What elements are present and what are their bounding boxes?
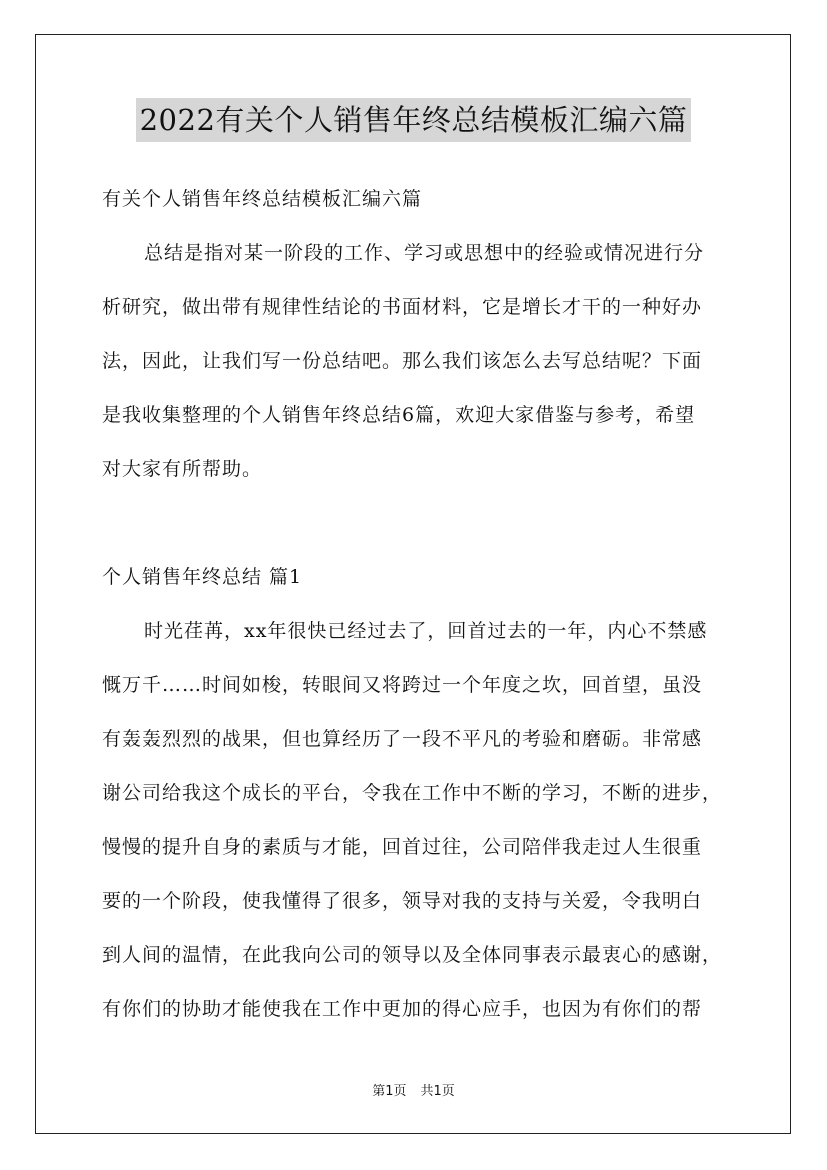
title-container <box>0 98 827 142</box>
section-line: 有轰轰烈烈的战果，但也算经历了一段不平凡的考验和磨砺。非常感 <box>102 728 703 750</box>
section-heading: 个人销售年终总结 篇1 <box>102 566 303 588</box>
intro-line: 总结是指对某一阶段的工作、学习或思想中的经验或情况进行分 <box>144 242 705 264</box>
document-title: 2022有关个人销售年终总结模板汇编六篇 <box>136 98 692 142</box>
section-line: 慨万千……时间如梭，转眼间又将跨过一个年度之坎，回首望，虽没 <box>102 674 703 696</box>
intro-line: 对大家有所帮助。 <box>102 458 263 480</box>
section-line: 谢公司给我这个成长的平台，令我在工作中不断的学习，不断的进步， <box>102 782 723 804</box>
paragraph-gap <box>102 496 729 550</box>
intro-line: 法，因此，让我们写一份总结吧。那么我们该怎么去写总结呢？下面 <box>102 350 703 372</box>
section-line: 时光荏苒，xx年很快已经过去了，回首过去的一年，内心不禁感 <box>144 620 708 642</box>
section-line: 慢慢的提升自身的素质与才能，回首过往，公司陪伴我走过人生很重 <box>102 836 703 858</box>
intro-line: 析研究，做出带有规律性结论的书面材料，它是增长才干的一种好办 <box>102 296 703 318</box>
page-footer <box>0 1082 827 1102</box>
document-body <box>102 172 729 1036</box>
subtitle: 有关个人销售年终总结模板汇编六篇 <box>102 188 423 210</box>
intro-line: 是我收集整理的个人销售年终总结6篇，欢迎大家借鉴与参考，希望 <box>102 404 696 426</box>
page-total: 共1页 <box>420 1084 455 1099</box>
section-line: 要的一个阶段，使我懂得了很多，领导对我的支持与关爱，令我明白 <box>102 890 703 912</box>
section-line: 到人间的温情，在此我向公司的领导以及全体同事表示最衷心的感谢， <box>102 944 723 966</box>
section-line: 有你们的协助才能使我在工作中更加的得心应手，也因为有你们的帮 <box>102 998 703 1020</box>
page-number: 第1页 <box>372 1084 407 1099</box>
